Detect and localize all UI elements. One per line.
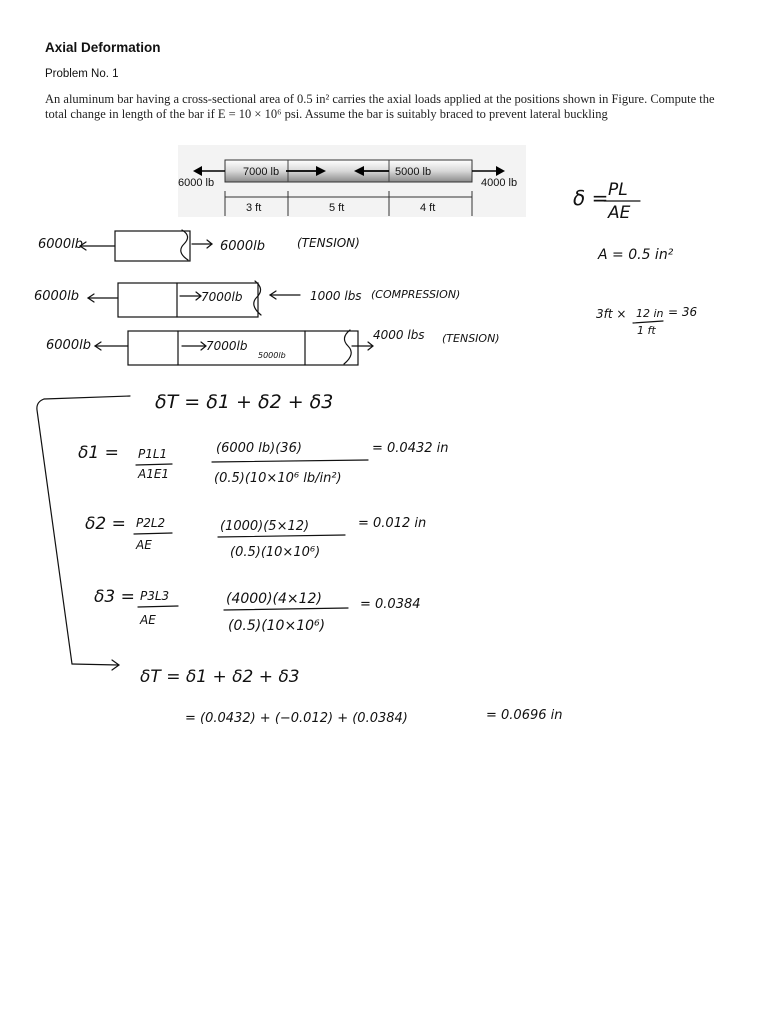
d2-frac-numerator: P2L2 <box>136 516 166 530</box>
conversion-lhs: 3ft × <box>596 307 627 321</box>
load-b-label: 7000 lb <box>243 166 280 178</box>
document-title: Axial Deformation <box>45 40 161 55</box>
conversion-result: = 36 <box>668 305 698 319</box>
d2-lhs: δ2 = <box>85 514 126 534</box>
fbd3-mid-load: 7000lb <box>206 339 248 353</box>
conversion-numerator: 12 in <box>636 307 664 320</box>
d3-lhs: δ3 = <box>94 587 135 607</box>
load-c-label: 5000 lb <box>395 166 432 178</box>
sum-equation: δT = δ1 + δ2 + δ3 <box>155 391 334 413</box>
d1-frac-numerator: P1L1 <box>138 447 168 461</box>
formula-numerator: PL <box>608 180 628 200</box>
d3-result: = 0.0384 <box>360 597 421 612</box>
problem-number: Problem No. 1 <box>45 68 119 80</box>
fbd2-right-load: 1000 lbs <box>310 289 362 303</box>
d2-frac-denominator: AE <box>136 538 152 552</box>
d2-numerator: (1000)(5×12) <box>220 519 310 534</box>
fbd2-type: (COMPRESSION) <box>371 288 461 301</box>
fbd1-left-load: 6000lb <box>38 237 83 252</box>
d3-numerator: (4000)(4×12) <box>226 591 322 607</box>
problem-statement: An aluminum bar having a cross-sectional area of 0.5 in² carries the axial loads applied at the positions shown in Figure. Compute the total change in length of the bar if E = 10 × 10⁶ psi. Assume the bar is suitably braced to prevent lateral buckling <box>45 92 715 121</box>
d3-frac-numerator: P3L3 <box>140 589 170 603</box>
d1-numerator: (6000 lb)(36) <box>216 441 302 456</box>
d2-result: = 0.012 in <box>358 516 427 531</box>
fbd1-right-load: 6000lb <box>220 239 265 254</box>
fbd3-right-load: 4000 lbs <box>373 328 425 342</box>
d1-result: = 0.0432 in <box>372 441 449 456</box>
d2-denominator: (0.5)(10×10⁶) <box>230 545 321 560</box>
formula-denominator: AE <box>608 203 631 223</box>
length-2-label: 5 ft <box>329 202 345 214</box>
fbd3-type: (TENSION) <box>442 332 500 345</box>
area-note: A = 0.5 in² <box>598 247 674 263</box>
d1-frac-denominator: A1E1 <box>138 467 170 481</box>
load-left-label: 6000 lb <box>178 177 215 189</box>
fbd1-type: (TENSION) <box>297 236 360 250</box>
bar-figure <box>178 145 526 217</box>
d1-denominator: (0.5)(10×10⁶ lb/in²) <box>214 471 342 486</box>
formula-lhs: δ = <box>573 186 609 210</box>
d3-denominator: (0.5)(10×10⁶) <box>228 618 326 634</box>
d1-lhs: δ1 = <box>78 443 119 463</box>
fbd3-left-load: 6000lb <box>46 338 91 353</box>
length-1-label: 3 ft <box>246 202 262 214</box>
length-3-label: 4 ft <box>420 202 436 214</box>
total-calculation: = (0.0432) + (−0.012) + (0.0384) <box>185 711 408 726</box>
total-result: = 0.0696 in <box>486 708 563 723</box>
fbd2-left-load: 6000lb <box>34 289 79 304</box>
d3-frac-denominator: AE <box>140 613 156 627</box>
total-equation: δT = δ1 + δ2 + δ3 <box>140 667 300 687</box>
load-right-label: 4000 lb <box>481 177 518 189</box>
fbd2-mid-load: 7000lb <box>201 290 243 304</box>
fbd3-small-load: 5000lb <box>258 351 286 360</box>
conversion-denominator: 1 ft <box>637 324 656 337</box>
